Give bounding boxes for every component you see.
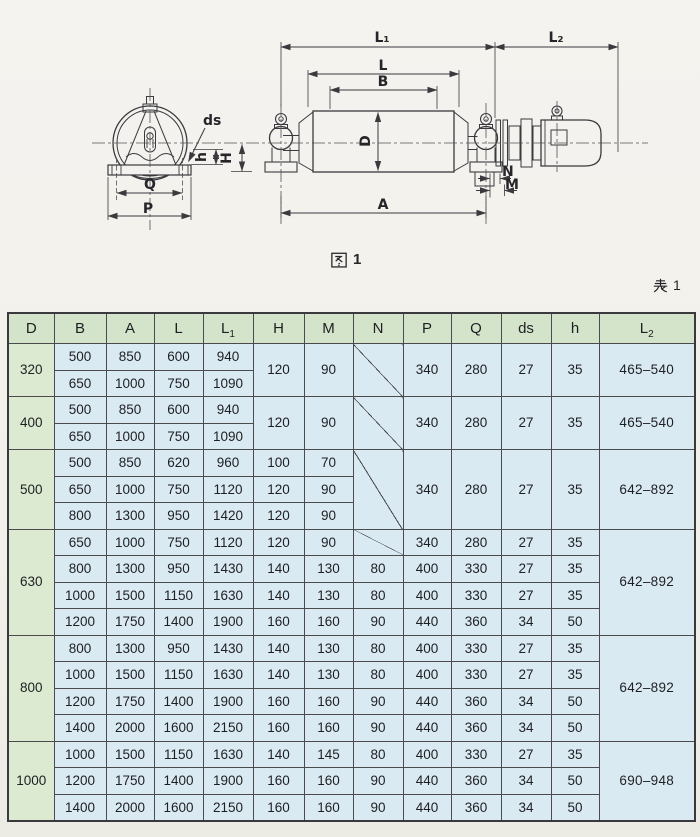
value-cell: 130 [304, 556, 353, 583]
value-cell: 160 [304, 609, 353, 636]
value-cell: 1300 [106, 635, 154, 662]
value-cell: 120 [253, 529, 304, 556]
dim-label-m: M [505, 177, 519, 193]
value-cell: 1500 [106, 582, 154, 609]
slash-cell [353, 529, 403, 556]
value-cell: 330 [451, 582, 501, 609]
value-cell: 360 [451, 715, 501, 742]
hanzi-biao-icon [653, 278, 668, 293]
value-cell: 1500 [106, 662, 154, 689]
figure-drawing [0, 0, 700, 275]
value-cell: 340 [403, 450, 451, 530]
value-cell: 940 [203, 397, 253, 424]
value-cell: 27 [501, 582, 551, 609]
value-cell: 90 [353, 768, 403, 795]
value-cell: 120 [253, 476, 304, 503]
value-cell: 2000 [106, 715, 154, 742]
value-cell: 140 [253, 556, 304, 583]
value-cell: 1000 [106, 529, 154, 556]
value-cell: 340 [403, 344, 451, 397]
value-cell: 1090 [203, 370, 253, 397]
dim-label-h-low: h [194, 152, 210, 162]
value-cell: 160 [253, 768, 304, 795]
value-cell: 34 [501, 768, 551, 795]
value-cell: 140 [253, 635, 304, 662]
value-cell: 1200 [54, 609, 106, 636]
dim-label-b: B [377, 74, 389, 90]
value-cell: 27 [501, 635, 551, 662]
value-cell: 1090 [203, 423, 253, 450]
value-cell: 1000 [106, 423, 154, 450]
value-cell: 145 [304, 741, 353, 768]
value-cell: 80 [353, 662, 403, 689]
value-cell: 330 [451, 556, 501, 583]
value-cell: 120 [253, 344, 304, 397]
value-cell: 27 [501, 450, 551, 530]
value-cell: 960 [203, 450, 253, 477]
value-cell: 50 [551, 609, 599, 636]
centerlines [92, 88, 648, 230]
value-cell: 950 [154, 556, 203, 583]
value-cell: 950 [154, 635, 203, 662]
value-cell: 35 [551, 662, 599, 689]
value-cell: 850 [106, 344, 154, 371]
value-cell: 1900 [203, 768, 253, 795]
value-cell: 160 [304, 794, 353, 821]
col-header-m: M [304, 313, 353, 344]
col-header-p: P [403, 313, 451, 344]
value-cell: 1630 [203, 662, 253, 689]
value-cell: 35 [551, 741, 599, 768]
value-cell: 465–540 [599, 344, 695, 397]
value-cell: 1600 [154, 715, 203, 742]
value-cell: 90 [353, 688, 403, 715]
dim-label-h-cap: H [219, 152, 235, 164]
value-cell: 160 [304, 715, 353, 742]
col-header-l2: $L_2$ [599, 313, 695, 344]
value-cell: 1400 [154, 768, 203, 795]
value-cell: 280 [451, 529, 501, 556]
value-cell: 750 [154, 423, 203, 450]
value-cell: 80 [353, 741, 403, 768]
value-cell: 750 [154, 476, 203, 503]
dim-label-p: P [142, 201, 154, 217]
table-row [8, 768, 695, 795]
value-cell: 600 [154, 397, 203, 424]
value-cell: 650 [54, 423, 106, 450]
value-cell: 90 [304, 397, 353, 450]
value-cell: 360 [451, 794, 501, 821]
value-cell: 650 [54, 476, 106, 503]
value-cell: 34 [501, 688, 551, 715]
table-row [8, 529, 695, 556]
value-cell: 27 [501, 344, 551, 397]
value-cell: 140 [253, 741, 304, 768]
value-cell: 35 [551, 397, 599, 450]
value-cell: 1000 [54, 582, 106, 609]
value-cell: 360 [451, 609, 501, 636]
value-cell: 80 [353, 635, 403, 662]
value-cell: 950 [154, 503, 203, 530]
col-header-n: N [353, 313, 403, 344]
value-cell: 120 [253, 503, 304, 530]
value-cell: 650 [54, 370, 106, 397]
value-cell: 50 [551, 688, 599, 715]
value-cell: 90 [304, 503, 353, 530]
value-cell: 100 [253, 450, 304, 477]
diameter-cell: 500 [8, 450, 54, 530]
motor-assembly [496, 106, 601, 167]
value-cell: 800 [54, 635, 106, 662]
value-cell: 90 [353, 609, 403, 636]
value-cell: 27 [501, 397, 551, 450]
value-cell: 120 [253, 397, 304, 450]
value-cell: 160 [253, 794, 304, 821]
value-cell: 800 [54, 503, 106, 530]
table-row [8, 344, 695, 371]
value-cell: 400 [403, 741, 451, 768]
value-cell: 34 [501, 609, 551, 636]
value-cell: 330 [451, 741, 501, 768]
value-cell: 440 [403, 688, 451, 715]
table-caption-number: 1 [673, 277, 681, 293]
col-header-q: Q [451, 313, 501, 344]
table-row [8, 450, 695, 477]
value-cell: 330 [451, 662, 501, 689]
value-cell: 90 [304, 529, 353, 556]
diameter-cell: 400 [8, 397, 54, 450]
col-header-b: B [54, 313, 106, 344]
value-cell: 1630 [203, 741, 253, 768]
value-cell: 1400 [54, 794, 106, 821]
value-cell: 90 [353, 715, 403, 742]
value-cell: 1900 [203, 688, 253, 715]
value-cell: 50 [551, 768, 599, 795]
col-header-l: L [154, 313, 203, 344]
dim-label-a: A [377, 197, 389, 213]
table-row [8, 741, 695, 768]
table-row [8, 688, 695, 715]
table-row [8, 715, 695, 742]
value-cell: 600 [154, 344, 203, 371]
value-cell: 1900 [203, 609, 253, 636]
table-row [8, 397, 695, 424]
value-cell: 940 [203, 344, 253, 371]
value-cell: 280 [451, 450, 501, 530]
value-cell: 1000 [106, 370, 154, 397]
value-cell: 750 [154, 370, 203, 397]
dim-label-q: Q [144, 177, 156, 193]
value-cell: 90 [304, 476, 353, 503]
diameter-cell: 1000 [8, 741, 54, 821]
value-cell: 1600 [154, 794, 203, 821]
col-header-h: H [253, 313, 304, 344]
value-cell: 280 [451, 344, 501, 397]
value-cell: 80 [353, 556, 403, 583]
value-cell: 70 [304, 450, 353, 477]
value-cell: 160 [253, 715, 304, 742]
value-cell: 440 [403, 609, 451, 636]
value-cell: 850 [106, 397, 154, 424]
value-cell: 27 [501, 741, 551, 768]
value-cell: 35 [551, 582, 599, 609]
value-cell: 620 [154, 450, 203, 477]
value-cell: 27 [501, 556, 551, 583]
table-row [8, 556, 695, 583]
value-cell: 1750 [106, 609, 154, 636]
value-cell: 1000 [54, 662, 106, 689]
value-cell: 1400 [154, 688, 203, 715]
diameter-cell: 630 [8, 529, 54, 635]
value-cell: 50 [551, 715, 599, 742]
value-cell: 400 [403, 635, 451, 662]
value-cell: 1500 [106, 741, 154, 768]
value-cell: 160 [253, 688, 304, 715]
value-cell: 850 [106, 450, 154, 477]
value-cell: 160 [304, 768, 353, 795]
value-cell: 400 [403, 556, 451, 583]
value-cell: 1400 [154, 609, 203, 636]
value-cell: 360 [451, 768, 501, 795]
value-cell: 1000 [54, 741, 106, 768]
table-row [8, 794, 695, 821]
value-cell: 340 [403, 529, 451, 556]
figure-caption [331, 251, 361, 268]
value-cell: 642–892 [599, 529, 695, 635]
value-cell: 1300 [106, 503, 154, 530]
value-cell: 1120 [203, 529, 253, 556]
value-cell: 800 [54, 556, 106, 583]
table-row [8, 582, 695, 609]
value-cell: 140 [253, 662, 304, 689]
value-cell: 690–948 [599, 741, 695, 821]
value-cell: 330 [451, 635, 501, 662]
dim-label-d: D [358, 135, 374, 147]
dim-label-l1: L₁ [374, 30, 390, 46]
value-cell: 1630 [203, 582, 253, 609]
value-cell: 1400 [54, 715, 106, 742]
value-cell: 2150 [203, 715, 253, 742]
dim-label-ds: ds [203, 113, 222, 129]
value-cell: 140 [253, 582, 304, 609]
end-view [108, 97, 191, 181]
side-view-drum [283, 111, 478, 172]
value-cell: 130 [304, 662, 353, 689]
value-cell: 90 [353, 794, 403, 821]
diameter-cell: 320 [8, 344, 54, 397]
value-cell: 80 [353, 582, 403, 609]
table-row [8, 609, 695, 636]
value-cell: 1430 [203, 556, 253, 583]
value-cell: 27 [501, 529, 551, 556]
table-row [8, 635, 695, 662]
value-cell: 1750 [106, 688, 154, 715]
value-cell: 1150 [154, 741, 203, 768]
value-cell: 340 [403, 397, 451, 450]
value-cell: 160 [304, 688, 353, 715]
value-cell: 35 [551, 635, 599, 662]
value-cell: 35 [551, 529, 599, 556]
value-cell: 1150 [154, 662, 203, 689]
value-cell: 90 [304, 344, 353, 397]
value-cell: 2150 [203, 794, 253, 821]
value-cell: 440 [403, 715, 451, 742]
value-cell: 400 [403, 662, 451, 689]
value-cell: 160 [253, 609, 304, 636]
col-header-l1: $L_1$ [203, 313, 253, 344]
col-header-a: A [106, 313, 154, 344]
value-cell: 1420 [203, 503, 253, 530]
value-cell: 27 [501, 662, 551, 689]
table-row [8, 662, 695, 689]
diameter-cell: 800 [8, 635, 54, 741]
value-cell: 35 [551, 344, 599, 397]
value-cell: 1430 [203, 635, 253, 662]
value-cell: 34 [501, 794, 551, 821]
col-header-d: D [8, 313, 54, 344]
value-cell: 34 [501, 715, 551, 742]
value-cell: 1120 [203, 476, 253, 503]
value-cell: 130 [304, 582, 353, 609]
spec-table-body [8, 344, 695, 822]
value-cell: 35 [551, 450, 599, 530]
table-caption [653, 277, 681, 293]
value-cell: 400 [403, 582, 451, 609]
value-cell: 35 [551, 556, 599, 583]
value-cell: 1200 [54, 688, 106, 715]
value-cell: 1000 [106, 476, 154, 503]
value-cell: 642–892 [599, 635, 695, 741]
value-cell: 650 [54, 529, 106, 556]
value-cell: 1150 [154, 582, 203, 609]
value-cell: 750 [154, 529, 203, 556]
col-header-ds: ds [501, 313, 551, 344]
slash-cell [353, 397, 403, 450]
value-cell: 500 [54, 344, 106, 371]
value-cell: 500 [54, 397, 106, 424]
value-cell: 280 [451, 397, 501, 450]
spec-table [7, 312, 696, 822]
dim-label-n: N [502, 164, 514, 180]
value-cell: 50 [551, 794, 599, 821]
value-cell: 1300 [106, 556, 154, 583]
value-cell: 360 [451, 688, 501, 715]
slash-cell [353, 450, 403, 530]
value-cell: 440 [403, 794, 451, 821]
value-cell: 642–892 [599, 450, 695, 530]
slash-cell [353, 344, 403, 397]
col-header-h: h [551, 313, 599, 344]
dim-label-l: L [378, 58, 388, 74]
value-cell: 440 [403, 768, 451, 795]
value-cell: 465–540 [599, 397, 695, 450]
value-cell: 1750 [106, 768, 154, 795]
hanzi-tu-icon [331, 252, 347, 268]
value-cell: 2000 [106, 794, 154, 821]
dim-label-l2: L₂ [548, 30, 564, 46]
header-row [8, 313, 695, 344]
value-cell: 1200 [54, 768, 106, 795]
figure-caption-number: 1 [353, 251, 362, 268]
value-cell: 130 [304, 635, 353, 662]
value-cell: 500 [54, 450, 106, 477]
